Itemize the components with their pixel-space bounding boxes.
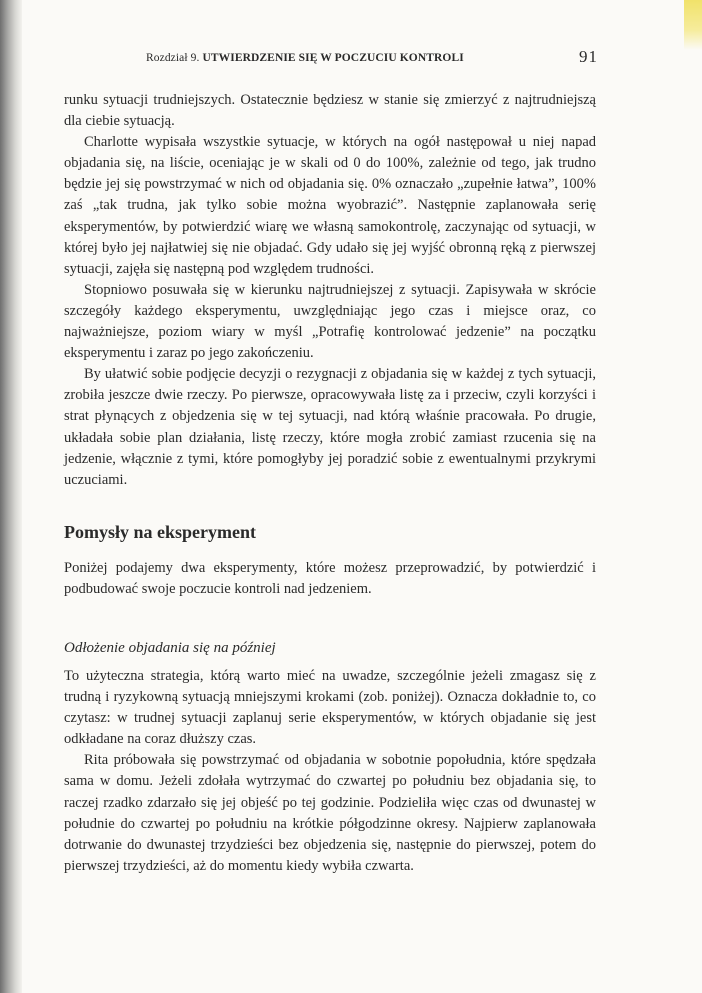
running-header bbox=[146, 47, 598, 66]
paragraph: runku sytuacji trudniejszych. Ostatecznie będziesz w stanie się zmierzyć z najtrudniejszą dla ciebie sytuacją. bbox=[64, 92, 596, 130]
paragraph: Poniżej podajemy dwa eksperymenty, które możesz przeprowadzić, by potwierdzić i podbudować swoje poczucie kontroli nad jedzeniem. bbox=[64, 559, 596, 597]
paragraph: Rita próbowała się powstrzymać od objadania w sobotnie popołudnia, które spędzała sama w domu. Jeżeli zdołała wytrzymać do czwartej po południu bez objadania się, to raczej rzadko zdarzało się jej objeść po tej godzinie. Podzieliła więc czas od dwunastej w południe do czwartej po południu na krótkie półgodzinne okresy. Najpierw zaplanowała dotrwanie do dwunastej trzydzieści bez objedzenia się, następnie do pierwszej, potem do pierwszej trzydzieści, aż do momentu kiedy wybiła czwarta. bbox=[64, 752, 596, 874]
page-corner-tab bbox=[684, 0, 702, 50]
subsection-heading: Odłożenie objadania się na później bbox=[64, 639, 276, 656]
paragraph: By ułatwić sobie podjęcie decyzji o rezygnacji z objadania się w każdej z tych sytuacji, zrobiła jeszcze dwie rzeczy. Po pierwsze, opracowywała listę za i przeciw, czyli korzyści i strat płynących z objedzenia się w tej sytuacji, nad którą właśnie pracowała. Po drugie, układała sobie plan działania, listę rzeczy, które mogła zrobić zamiast rzucenia się na jedzenie, włącznie z tymi, które pomogłyby jej poradzić sobie z ewentualnymi przykrymi uczuciami. bbox=[64, 366, 596, 488]
chapter-title: UTWIERDZENIE SIĘ W POCZUCIU KONTROLI bbox=[202, 52, 464, 64]
paragraph: To użyteczna strategia, którą warto mieć na uwadze, szczególnie jeżeli zmagasz się z trudną i ryzykowną sytuacją mniejszymi krokami (zob. poniżej). Oznacza dokładnie to, co czytasz: w trudnej sytuacji zaplanuj serie eksperymentów, w których objadanie się jest odkładane na coraz dłuższy czas. bbox=[64, 667, 596, 748]
book-spine-shadow bbox=[0, 0, 22, 993]
paragraph: Charlotte wypisała wszystkie sytuacje, w których na ogół następował u niej napad objadania się, na liście, oceniając je w skali od 0 do 100%, zależnie od tego, jak trudno będzie jej się powstrzymać w nich od objadania się. 0% oznaczało „zupełnie łatwa”, 100% zaś „tak trudna, jak tylko sobie można wyobrazić”. Następnie zaplanowała serię eksperymentów, by potwierdzić wiarę we własną samokontrolę, zaczynając od sytuacji, w której było jej najłatwiej się nie objadać. Gdy udało się jej wyjść obronną ręką z pierwszej sytuacji, zajęła się następną pod względem trudności. bbox=[64, 134, 596, 277]
section-heading: Pomysły na eksperyment bbox=[64, 521, 256, 542]
paragraph: Stopniowo posuwała się w kierunku najtrudniejszej z sytuacji. Zapisywała w skrócie szczegóły każdego eksperymentu, uwzględniając jego czas i miejsce oraz, co najważniejsze, poziom wiary w myśl „Potrafię kontrolować jedzenie” na początku eksperymentu i zaraz po jego zakończeniu. bbox=[64, 281, 596, 362]
chapter-number: Rozdział 9. bbox=[146, 52, 200, 64]
page-number: 91 bbox=[579, 47, 598, 66]
page-body bbox=[64, 90, 596, 877]
